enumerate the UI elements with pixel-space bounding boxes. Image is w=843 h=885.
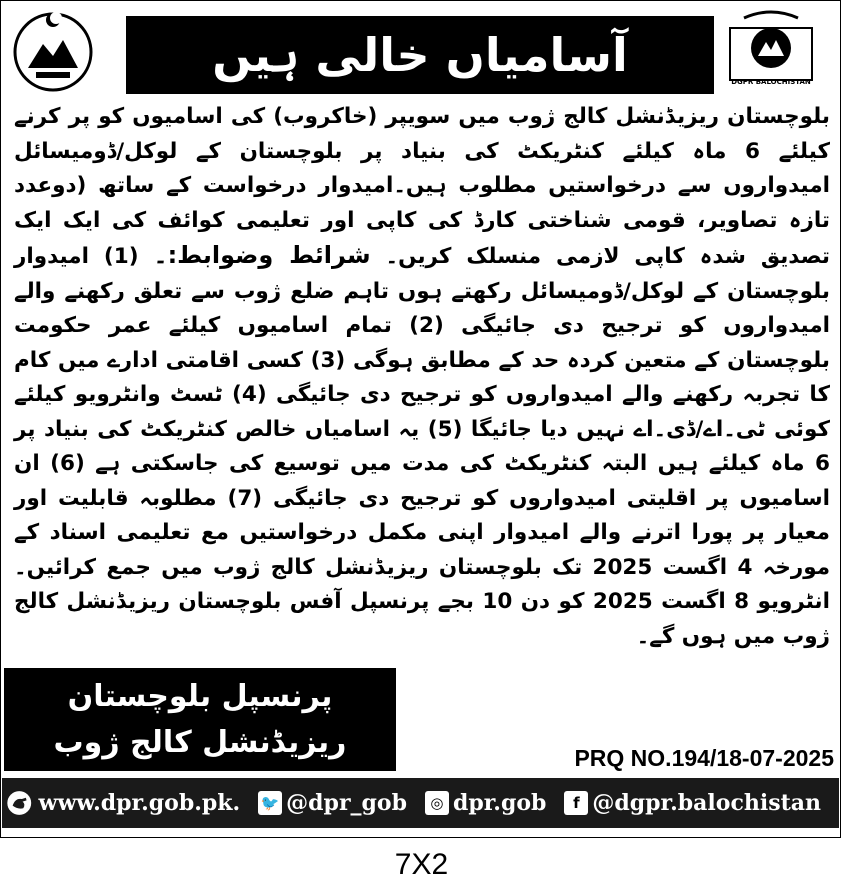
website-text[interactable]: www.dpr.gob.pk.: [38, 790, 241, 816]
ad-size-label: 7X2: [394, 848, 449, 881]
notice-paragraph: بلوچستان ریزیڈنشل کالج ژوب میں سویپر (خاکروب) کی اسامیوں کو پر کرنے کیلئے 6 ماہ کیلئے کنٹریکٹ کی بنیاد پر بلوچستان کے لوکل/ڈومیسائل امیدواروں سے درخواستیں مطلوب ہیں۔امیدوار درخواست کے ساتھ (دوعدد تازہ تصاویر، قومی شناختی کارڈ کی کاپی اور تعلیمی کوائف کی ایک ایک تصدیق شدہ کاپی لازمی منسلک کریں۔: [14, 104, 830, 269]
hand-pointer-icon: [6, 783, 33, 823]
balochistan-emblem-logo: [8, 6, 98, 96]
notice-body: [14, 100, 830, 654]
twitter-icon: 🐦: [258, 791, 282, 815]
facebook-handle[interactable]: @dgpr.balochistan: [592, 790, 821, 816]
prq-number: PRQ NO.194/18-07-2025: [574, 745, 834, 771]
dgpr-logo: [726, 8, 816, 98]
instagram-icon: ◎: [425, 791, 449, 815]
instagram-handle[interactable]: dpr.gob: [452, 790, 547, 816]
signature-line-2: ریزیڈنشل کالج ژوب: [53, 725, 347, 760]
footer-twitter[interactable]: [258, 790, 407, 816]
signature-block: [4, 668, 396, 771]
footer-instagram[interactable]: [425, 790, 546, 816]
page-title: آسامیاں خالی ہیں: [126, 16, 714, 94]
footer-bar: [2, 778, 839, 828]
signature-line-1: پرنسپل بلوچستان: [67, 679, 333, 714]
footer-facebook[interactable]: [564, 790, 821, 816]
footer-website[interactable]: [39, 790, 241, 816]
twitter-handle[interactable]: @dpr_gob: [286, 790, 407, 816]
conditions-heading: شرائط وضوابط:۔: [153, 241, 371, 269]
facebook-icon: f: [564, 791, 588, 815]
dgpr-logo-text: DGPR BALOCHISTAN: [731, 78, 811, 86]
conditions-text: (1) امیدوار بلوچستان کے لوکل/ڈومیسائل رکھتے ہوں تاہم ضلع ژوب سے تعلق رکھنے والے امیدواروں کو ترجیح دی جائیگی (2) تمام اسامیوں کیلئے عمر حکومت بلوچستان کے متعین کردہ حد کے مطابق ہوگی (3) کسی اقامتی ادارے میں کام کا تجربہ رکھنے والے امیدواروں کو ترجیح دی جائیگی (4) ٹسٹ وانٹرویو کیلئے کوئی ٹی۔اے/ڈی۔اے نہیں دیا جائیگا (5) یہ اسامیاں خالص کنٹریکٹ کی بنیاد پر 6 ماہ کیلئے ہیں البتہ کنٹریکٹ کی مدت میں توسیع کی جاسکتی ہے (6) ان اسامیوں پر اقلیتی امیدواروں کو ترجیح دی جائیگی (7) مطلوبہ قابلیت اور معیار پر پورا اترنے والے امیدوار اپنی مکمل درخواستیں مع تعلیمی اسناد کے مورخہ 4 اگست 2025 تک بلوچستان ریزیڈنشل کالج ژوب میں جمع کرائیں۔انٹرویو 8 اگست 2025 کو دن 10 بجے پرنسپل آفس بلوچستان ریزیڈنشل کالج ژوب میں ہوں گے۔: [14, 244, 831, 649]
